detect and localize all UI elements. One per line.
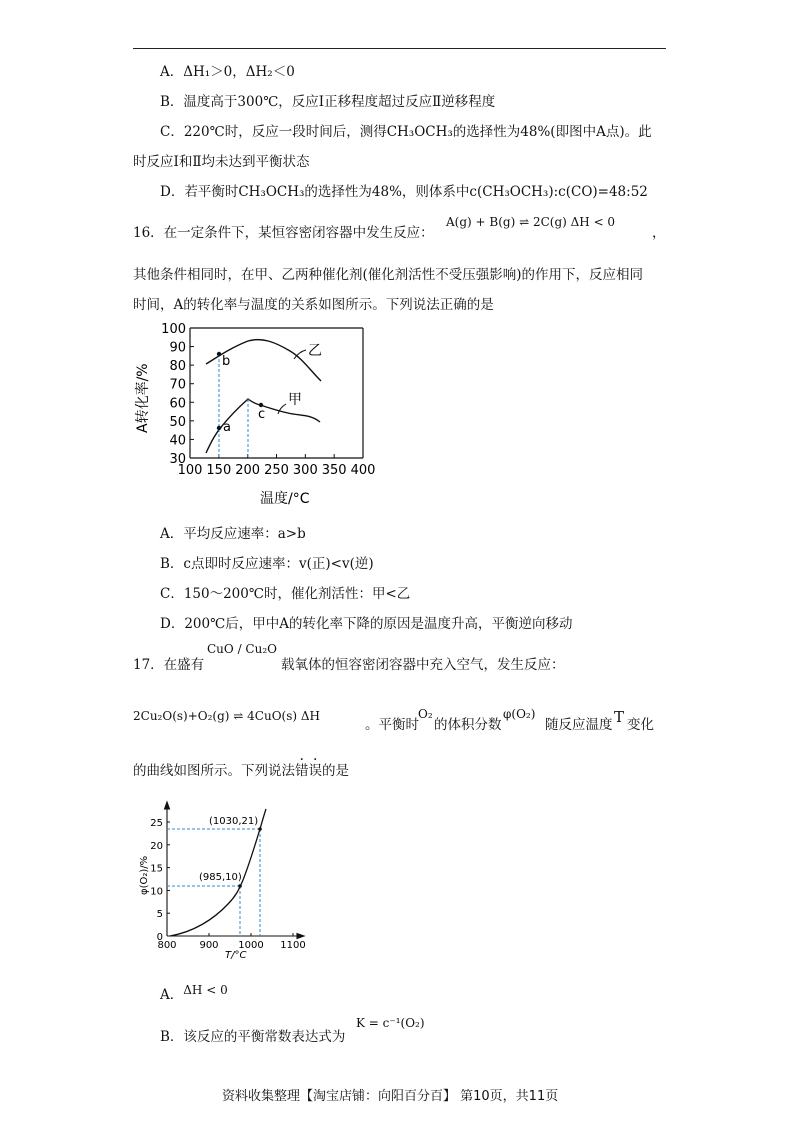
q17-ytick-label: 0 [156, 932, 163, 943]
q17-stem3-wu: 误 [308, 763, 322, 779]
q17-stem2-b: 的体积分数 [434, 717, 502, 733]
q16-series-label-yi: 乙 [308, 343, 322, 359]
header-rule [133, 48, 666, 49]
q16-ytick-label: 90 [169, 340, 186, 356]
q17-ytick-label: 5 [156, 909, 163, 921]
q16-ytick-label: 100 [161, 322, 186, 337]
q17-xtick-label: 900 [199, 940, 219, 951]
q17-point2-label: (985,10) [199, 872, 242, 883]
q16-option-a: A．平均反应速率：a>b [160, 526, 306, 542]
q15-option-d: D．若平衡时CH₃OCH₃的选择性为48%，则体系中c(CH₃OCH₃):c(CO)=48:52 [160, 184, 648, 200]
q17-xtick-label: 800 [157, 940, 177, 951]
q17-stem2-o2: O₂ [418, 707, 433, 721]
q17-option-b: B．该反应的平衡常数表达式为 [160, 1029, 346, 1045]
q17-option-a [160, 983, 228, 1004]
q17-xtick-label: 1000 [238, 940, 264, 951]
q16-ytick-label: 70 [169, 377, 186, 393]
q16-ytick-label: 80 [169, 359, 186, 375]
q17-stem2-c: 随反应温度 [545, 717, 613, 733]
q16-label-c: c [258, 407, 266, 422]
q17-point-1030 [258, 827, 262, 831]
q16-label-b: b [222, 354, 231, 369]
q16-series-label-jia: 甲 [288, 392, 302, 408]
q17-point-985 [238, 884, 242, 888]
q16-option-d: D．200℃后，甲中A的转化率下降的原因是温度升高，平衡逆向移动 [160, 616, 573, 632]
q16-xtick-label: 400 [350, 463, 376, 478]
q17-stem2-T: T [614, 708, 625, 726]
q15-option-c-line2: 时反应Ⅰ和Ⅱ均未达到平衡状态 [133, 154, 310, 170]
q15-option-c-line1: C．220℃时，反应一段时间后，测得CH₃OCH₃的选择性为48%(即图中A点)。此 [160, 124, 652, 140]
q17-stem3-b: 的是 [322, 763, 349, 779]
q17-option-a-expr: ΔH < 0 [183, 983, 228, 997]
q17-stem2-phi: φ(O₂) [503, 707, 536, 721]
q16-xtick-label: 200 [235, 463, 261, 478]
q16-ylabel: A转化率/% [135, 363, 151, 433]
q17-ytick-label: 10 [150, 886, 163, 898]
q17-stem3-a: 的曲线如图所示。下列说法 [133, 763, 295, 779]
q17-point1-label: (1030,21) [209, 816, 259, 827]
q17-ytick-label: 15 [150, 863, 163, 875]
q16-ytick-label: 30 [169, 452, 186, 467]
q16-stem-line2: 其他条件相同时，在甲、乙两种催化剂(催化剂活性不受压强影响)的作用下，反应相同 [133, 267, 644, 283]
q16-ytick-label: 50 [169, 414, 186, 430]
q17-stem2-d: 变化 [627, 717, 654, 733]
q17-xtick-label: 1100 [280, 940, 306, 951]
q16-ytick-label: 40 [169, 433, 186, 449]
q16-label-a: a [223, 420, 231, 435]
q16-xlabel: 温度/°C [260, 491, 310, 507]
q15-option-b: B．温度高于300℃，反应Ⅰ正移程度超过反应Ⅱ逆移程度 [160, 94, 496, 110]
q16-point-b [217, 352, 221, 356]
q16-equation: A(g) + B(g) ⇌ 2C(g) ΔH < 0 [446, 215, 616, 229]
q16-xtick-label: 100 [177, 463, 203, 478]
q16-ytick-label: 60 [169, 396, 186, 412]
page-footer: 资料收集整理【淘宝店铺：向阳百分百】 第10页，共11页 [222, 1089, 559, 1104]
q17-stem-line1-a: 17．在盛有 [133, 657, 205, 673]
q16-xtick-label: 300 [292, 463, 318, 478]
q17-carrier: CuO / Cu₂O [207, 642, 277, 656]
q16-xtick-label: 250 [264, 463, 289, 478]
q16-stem-line1: 16．在一定条件下，某恒容密闭容器中发生反应： [133, 225, 434, 241]
q17-stem3-cuo: 错 [295, 763, 309, 779]
q16-chart [130, 318, 390, 513]
q17-ylabel: φ(O₂)/% [139, 855, 150, 895]
q17-stem-line1-b: 载氧体的恒容密闭容器中充入空气，发生反应： [281, 657, 565, 673]
q17-xlabel: T/°C [225, 950, 247, 961]
q16-stem-comma: ， [652, 225, 666, 241]
q15-option-a: A．ΔH₁＞0，ΔH₂＜0 [160, 64, 295, 80]
q16-xtick-label: 150 [206, 463, 232, 478]
q16-option-c: C．150～200℃时，催化剂活性：甲<乙 [160, 586, 411, 602]
q16-stem-line3: 时间，A的转化率与温度的关系如图所示。下列说法正确的是 [133, 297, 494, 313]
q17-option-b-expr: K = c⁻¹(O₂) [356, 1016, 425, 1030]
q17-chart [133, 800, 313, 970]
q17-stem-line3 [133, 762, 349, 780]
q17-option-a-label: A． [160, 987, 184, 1003]
q16-option-b: B．c点即时反应速率：v(正)<v(逆) [160, 556, 374, 572]
q17-ytick-label: 25 [150, 818, 163, 829]
q17-equation: 2Cu₂O(s)+O₂(g) ⇌ 4CuO(s) ΔH [133, 709, 320, 723]
q17-stem2-a: 。平衡时 [365, 717, 419, 733]
q16-xtick-label: 350 [321, 463, 347, 478]
q16-point-a [217, 426, 221, 430]
q17-ytick-label: 20 [150, 840, 163, 852]
